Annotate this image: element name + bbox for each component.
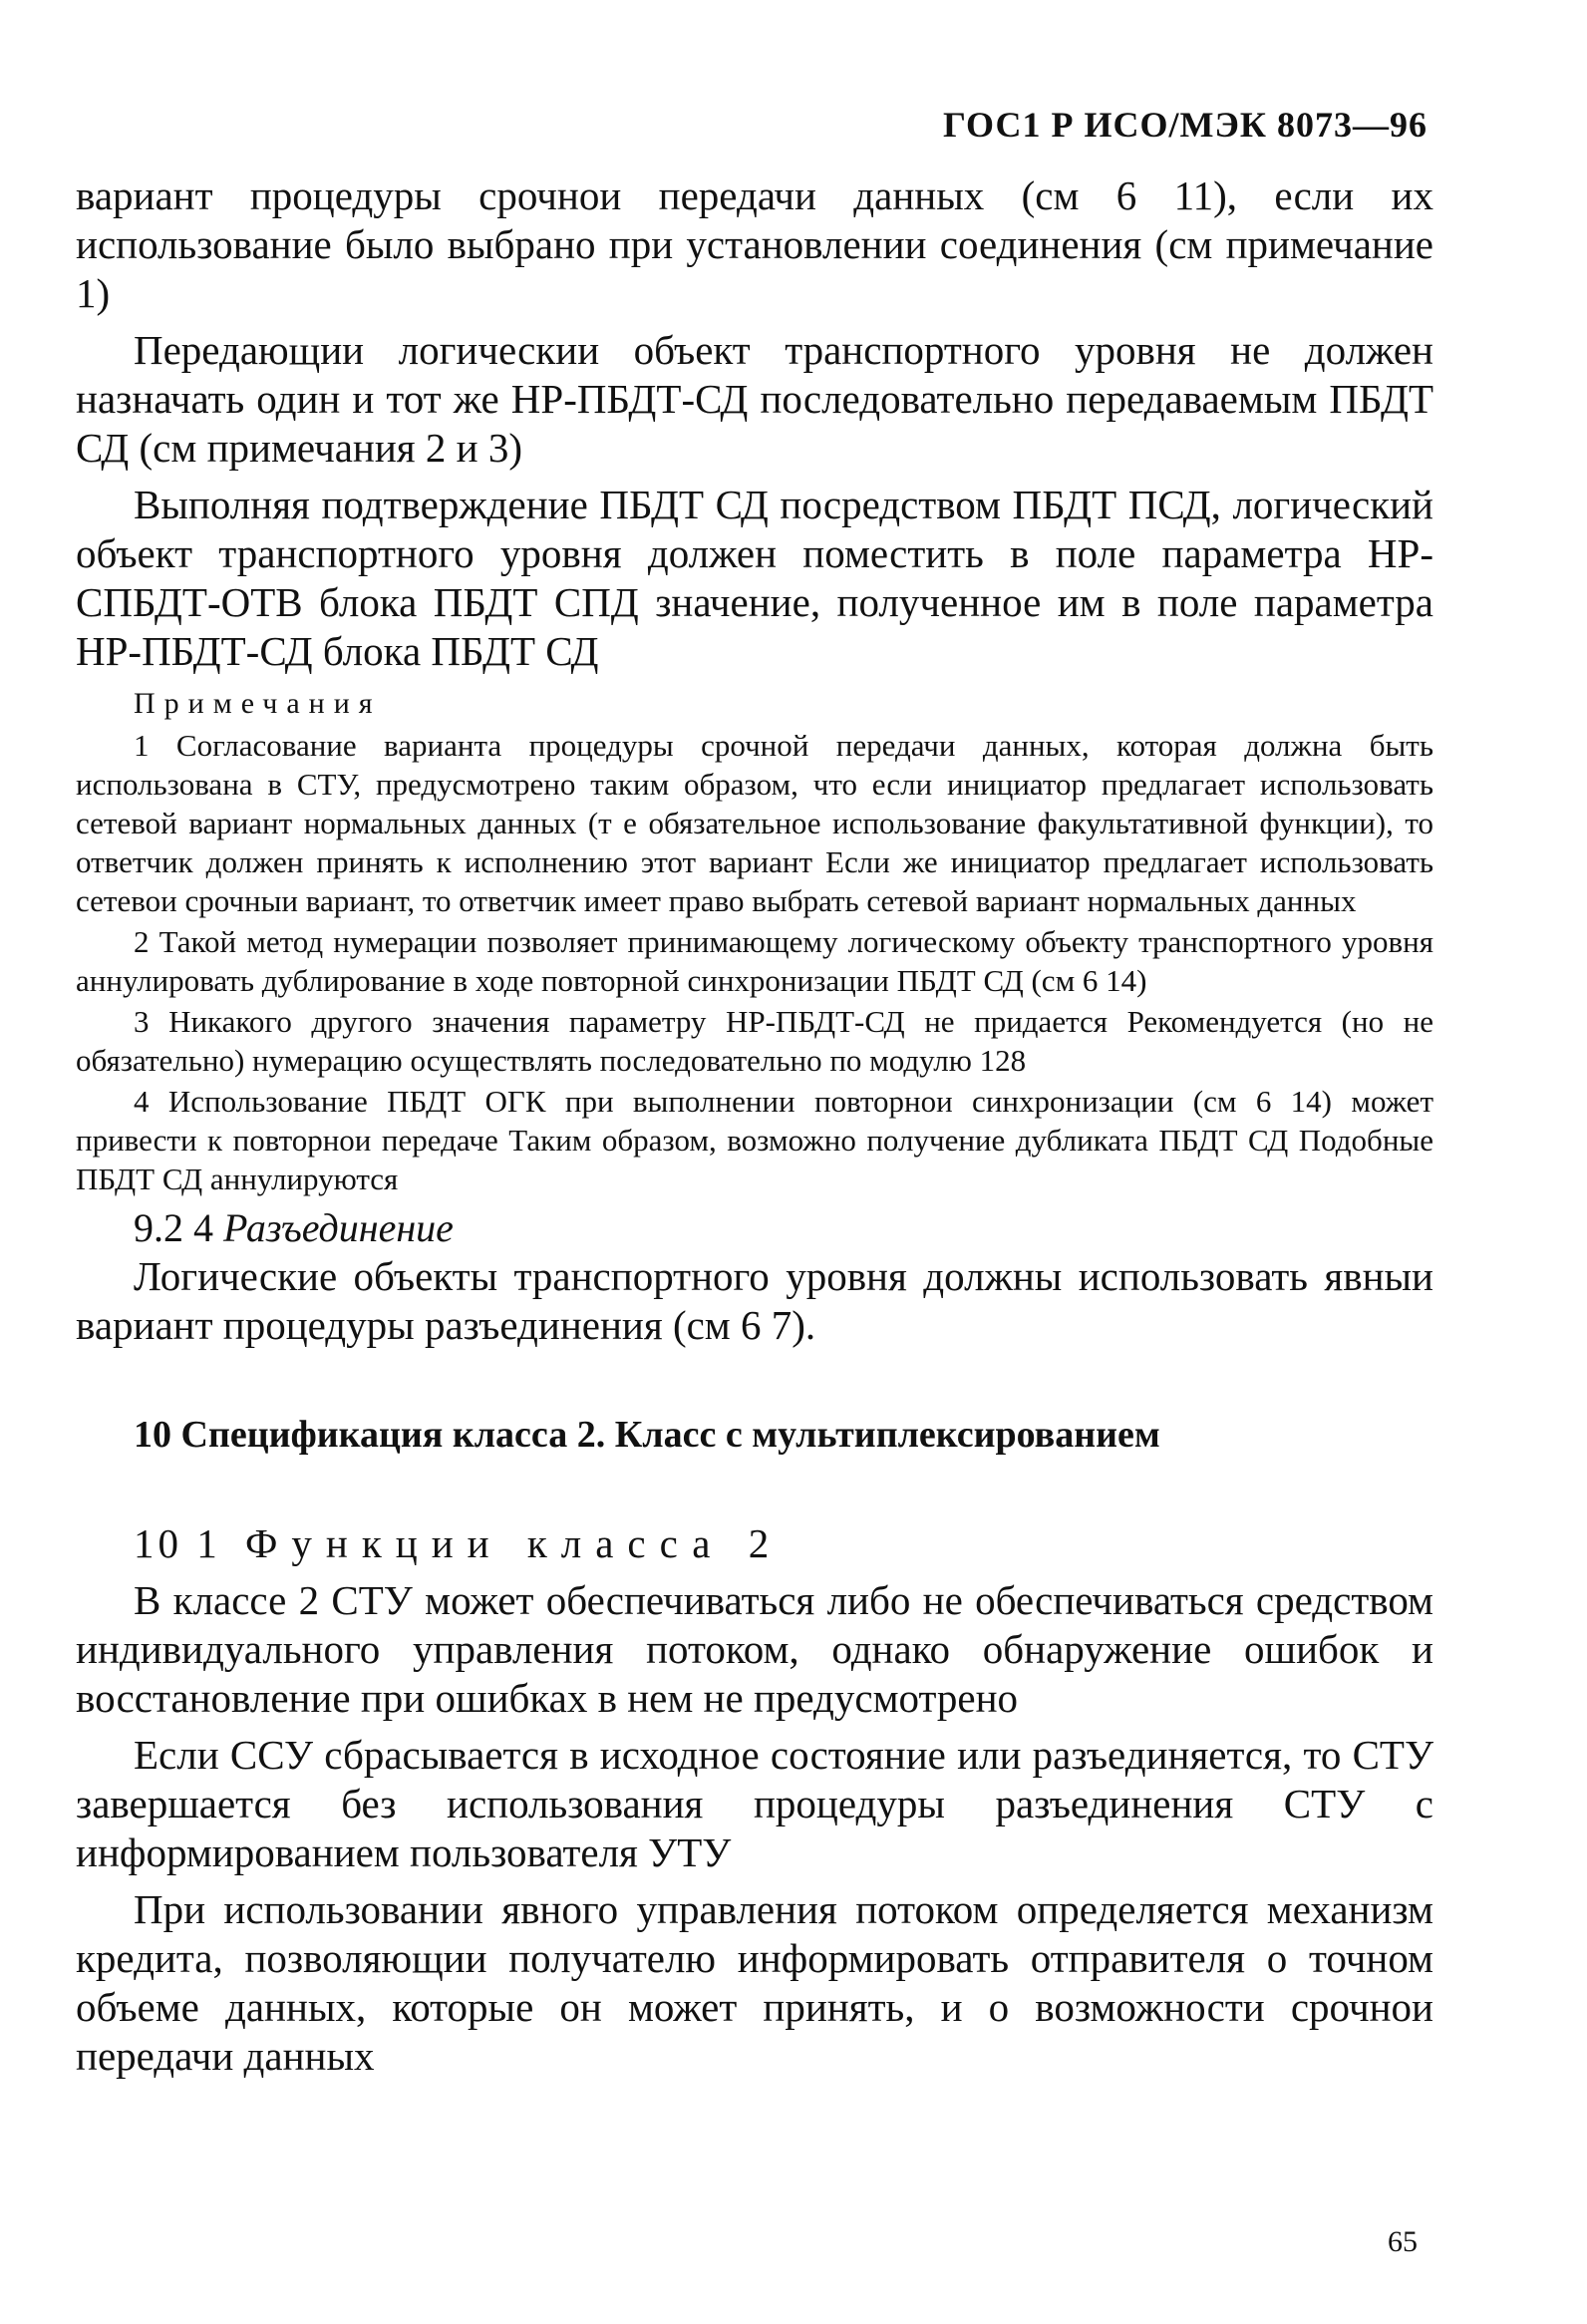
subsection-number: 9.2 4 (134, 1205, 213, 1250)
clause-number: 10 1 (134, 1520, 221, 1566)
notes-title: Примечания (134, 687, 382, 720)
clause-10-1-heading (134, 1519, 1433, 1568)
paragraph-class2-reset: Если ССУ сбрасывается в исходное состояние или разъединяется, то СТУ завершается без использования процедуры разъединения СТУ с информированием пользователя УТУ (76, 1732, 1433, 1875)
clause-title: Функции класса 2 (245, 1520, 784, 1566)
paragraph-class2-flow-control: В классе 2 СТУ может обеспечиваться либо не обеспечиваться средством индивидуального управления потоком, однако обнаружение ошибок и восстановление при ошибках в нем не предусмотрено (76, 1577, 1433, 1721)
note-1: 1 Согласование варианта процедуры срочной передачи данных, которая должна быть использована в СТУ, предусмотрено таким образом, что если инициатор предлагает использовать сетевой вариант нормальных данных (т е обязательное использование факультативной функции), то ответчик должен принять к исполнению этот вариант Если же инициатор предлагает использовать сетевои срочныи вариант, то ответчик имеет право выбрать сетевой вариант нормальных данных (76, 728, 1433, 918)
subsection-title: Разъединение (223, 1205, 454, 1250)
note-4: 4 Использование ПБДТ ОГК при выполнении повторнои синхронизации (см 6 14) может привести к повторнои передаче Таким образом, возможно получение дубликата ПБДТ СД Подобные ПБДТ СД аннулируются (76, 1084, 1433, 1196)
paragraph-continuation: вариант процедуры срочнои передачи данных (см 6 11), если их использование было выбрано при установлении соединения (см примечание 1) (76, 172, 1433, 316)
paragraph-sending-entity: Передающии логическии объект транспортного уровня не должен назначать один и тот же НР-ПБДТ-СД последовательно передаваемым ПБДТ СД (см примечания 2 и 3) (76, 327, 1433, 471)
paragraph-acknowledgement: Выполняя подтверждение ПБДТ СД посредством ПБДТ ПСД, логический объект транспортного уровня должен поместить в поле параметра НР-СПБДТ-ОТВ блока ПБДТ СПД значение, полученное им в поле параметра НР-ПБДТ-СД блока ПБДТ СД (76, 482, 1433, 674)
body-text (76, 171, 1433, 2081)
page-number: 65 (1388, 2225, 1418, 2258)
note-3: 3 Никакого другого значения параметру НР-ПБДТ-СД не придается Рекомендуется (но не обязательно) нумерацию осуществлять последовательно по модулю 128 (76, 1004, 1433, 1078)
running-header: ГОС1 Р ИСО/МЭК 8073—96 (943, 105, 1428, 145)
subsection-9-2-4-heading (134, 1204, 1433, 1252)
paragraph-disconnection: Логические объекты транспортного уровня должны использовать явныи вариант процедуры разъединения (см 6 7). (76, 1253, 1433, 1348)
note-2: 2 Такой метод нумерации позволяет принимающему логическому объекту транспортного уровня аннулировать дублирование в ходе повторной синхронизации ПБДТ СД (см 6 14) (76, 924, 1433, 998)
paragraph-class2-credit: При использовании явного управления потоком определяется механизм кредита, позволяющии получателю информировать отправителя о точном объеме данных, которые он может принять, и о возможности срочнои передачи данных (76, 1886, 1433, 2079)
section-10-heading: 10 Спецификация класса 2. Класс с мультиплексированием (134, 1414, 1160, 1456)
